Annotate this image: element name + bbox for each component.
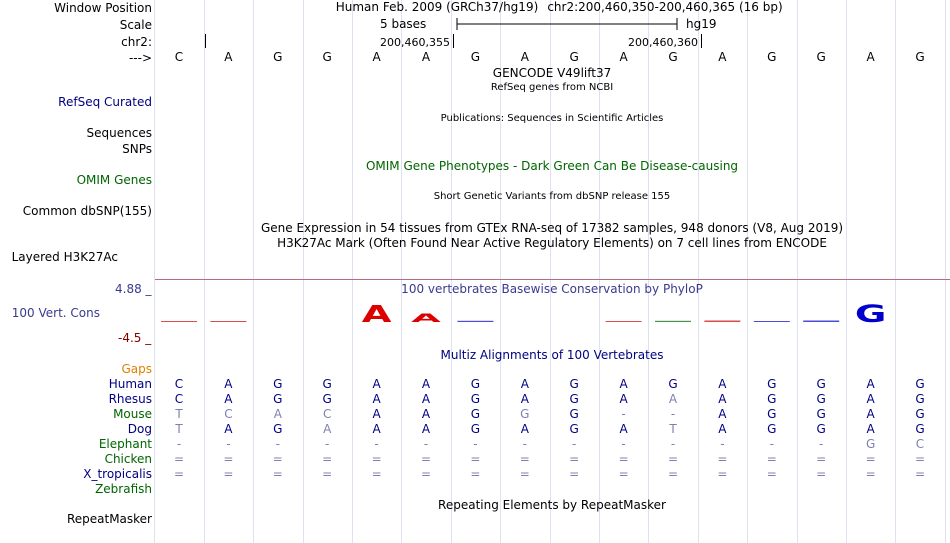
dbsnp-title: Short Genetic Variants from dbSNP release 155 (433, 191, 671, 202)
coord-left: 200,460,355 (380, 36, 450, 49)
alignment-base: G (767, 422, 777, 436)
alignment-base: = (569, 452, 580, 466)
alignment-base: G (520, 407, 530, 421)
grid-line (401, 0, 402, 543)
coord-right: 200,460,360 (628, 36, 698, 49)
alignment-base: A (372, 392, 381, 406)
alignment-base: = (420, 467, 432, 481)
publications-title: Publications: Sequences in Scientific Articles (440, 113, 664, 124)
alignment-base: A (520, 422, 529, 436)
grid-line (846, 0, 847, 543)
alignment-base: A (224, 377, 233, 391)
base-letter: G (273, 50, 283, 64)
repeatmasker-title: Repeating Elements by RepeatMasker (438, 498, 666, 512)
alignment-base: - (769, 437, 774, 451)
base-letter: G (668, 50, 678, 64)
alignment-base: A (619, 392, 628, 406)
strand-label: ---> (128, 51, 152, 65)
alignment-base: = (667, 452, 679, 466)
alignment-base: = (865, 452, 876, 466)
alignment-base: - (621, 437, 626, 451)
species-label-chicken: Chicken (104, 452, 152, 466)
alignment-base: = (519, 467, 530, 481)
grid-line (154, 0, 155, 543)
alignment-base: G (767, 392, 777, 406)
alignment-base: A (866, 407, 875, 421)
phylop-mark (803, 321, 839, 323)
phylop-min: -4.5 _ (118, 331, 152, 345)
alignment-base: = (470, 452, 481, 466)
alignment-base: A (421, 392, 431, 406)
alignment-base: G (470, 407, 481, 421)
alignment-base: G (915, 422, 925, 436)
alignment-base: = (470, 467, 481, 481)
alignment-base: A (866, 377, 875, 391)
grid-line (945, 0, 946, 543)
chr-label: chr2: (121, 35, 152, 49)
track-labels (0, 0, 154, 543)
alignment-base: G (915, 377, 925, 391)
alignment-base: G (322, 377, 332, 391)
base-letter: A (520, 50, 529, 64)
alignment-base: A (421, 407, 431, 421)
alignment-base: C (224, 407, 233, 421)
grid-line (303, 0, 304, 543)
alignment-base: = (272, 467, 283, 481)
alignment-base: G (273, 422, 283, 436)
track-separator (155, 279, 950, 280)
alignment-base: = (914, 452, 926, 466)
phylop-max: 4.88 _ (115, 282, 152, 296)
alignment-base: - (275, 437, 280, 451)
base-letter: C (174, 50, 184, 64)
alignment-base: A (421, 422, 431, 436)
alignment-base: = (173, 467, 185, 481)
grid-line (698, 0, 699, 543)
alignment-base: A (520, 377, 529, 391)
alignment-base: = (717, 452, 728, 466)
phylop-mark (655, 321, 691, 322)
alignment-base: G (569, 407, 579, 421)
alignment-base: T (175, 407, 183, 421)
omim-title: OMIM Gene Phenotypes - Dark Green Can Be Disease-causing (365, 159, 739, 173)
snps-track-label[interactable]: SNPs (122, 142, 152, 156)
phylop-mark (606, 321, 642, 322)
alignment-base: A (866, 422, 875, 436)
alignment-base: = (816, 452, 827, 466)
alignment-base: - (572, 437, 577, 451)
vert-cons-track-label[interactable]: 100 Vert. Cons (11, 306, 100, 320)
alignment-base: - (670, 437, 676, 451)
alignment-base: A (718, 407, 727, 421)
alignment-base: G (816, 377, 826, 391)
base-letter: G (569, 50, 579, 64)
coord-tick (701, 34, 702, 48)
alignment-base: G (816, 407, 826, 421)
alignment-base: G (816, 392, 826, 406)
alignment-base: = (914, 467, 926, 481)
grid-line (895, 0, 896, 543)
grid-line (797, 0, 798, 543)
alignment-base: A (273, 407, 282, 421)
gaps-label: Gaps (121, 362, 152, 376)
species-label-mouse: Mouse (113, 407, 152, 421)
alignment-base: = (371, 452, 382, 466)
phylop-mark (210, 321, 246, 322)
scale-db: hg19 (686, 17, 717, 31)
alignment-base: = (618, 452, 629, 466)
alignment-base: - (720, 437, 725, 451)
alignment-base: G (470, 377, 481, 391)
alignment-base: = (766, 467, 777, 481)
alignment-base: A (372, 407, 381, 421)
coord-tick (205, 34, 206, 48)
alignment-base: = (865, 467, 876, 481)
alignment-base: A (718, 377, 727, 391)
alignment-base: - (423, 437, 429, 451)
grid-line (352, 0, 353, 543)
alignment-base: G (569, 392, 579, 406)
base-letter: G (470, 50, 481, 64)
alignment-base: = (667, 467, 679, 481)
alignment-base: G (915, 392, 925, 406)
omim-track-label[interactable]: OMIM Genes (76, 173, 152, 187)
grid-line (747, 0, 748, 543)
base-letter: G (915, 50, 925, 64)
alignment-base: A (718, 392, 727, 406)
phylop-mark (161, 321, 197, 322)
alignment-base: - (226, 437, 231, 451)
alignment-base: = (618, 467, 629, 481)
alignment-base: = (173, 452, 185, 466)
scale-text: 5 bases (380, 17, 427, 31)
alignment-base: - (374, 437, 379, 451)
phylop-letter: A (411, 311, 441, 325)
base-letter: A (866, 50, 875, 64)
species-label-human: Human (108, 377, 152, 391)
window-position-label: Window Position (54, 1, 152, 15)
base-letter: G (767, 50, 777, 64)
alignment-base: = (272, 452, 283, 466)
species-label-zebrafish: Zebrafish (95, 482, 152, 496)
alignment-base: G (915, 407, 925, 421)
species-label-rhesus: Rhesus (108, 392, 152, 406)
grid-line (451, 0, 452, 543)
alignment-base: = (371, 467, 382, 481)
species-label-dog: Dog (127, 422, 152, 436)
alignment-base: = (322, 452, 333, 466)
phylop-mark (754, 321, 790, 322)
h3k27ac-track-label[interactable]: Layered H3K27Ac (11, 250, 118, 264)
alignment-base: G (273, 377, 283, 391)
base-letter: G (816, 50, 826, 64)
alignment-base: G (273, 392, 283, 406)
alignment-base: = (766, 452, 777, 466)
scale-bar (455, 16, 685, 32)
base-letter: A (619, 50, 628, 64)
alignment-base: A (668, 392, 678, 406)
scale-label: Scale (119, 18, 152, 32)
phylop-letter: G (854, 299, 887, 328)
h3k27ac-title: H3K27Ac Mark (Often Found Near Active Regulatory Elements) on 7 cell lines from ENCODE (277, 236, 827, 250)
base-letter: A (224, 50, 233, 64)
alignment-base: - (621, 407, 626, 421)
alignment-base: - (670, 407, 676, 421)
alignment-base: T (175, 422, 183, 436)
multiz-title: Multiz Alignments of 100 Vertebrates (440, 348, 664, 362)
alignment-base: - (176, 437, 182, 451)
phylop-letter: A (361, 301, 392, 328)
alignment-base: A (718, 422, 727, 436)
alignment-base: G (569, 422, 579, 436)
alignment-base: A (520, 392, 529, 406)
alignment-base: A (372, 422, 381, 436)
repeatmasker-track-label[interactable]: RepeatMasker (66, 512, 152, 526)
sequences-track-label[interactable]: Sequences (86, 126, 152, 140)
alignment-base: A (224, 422, 233, 436)
gencode-title[interactable]: GENCODE V49lift37 (492, 66, 612, 80)
alignment-base: T (669, 422, 677, 436)
alignment-base: A (323, 422, 332, 436)
alignment-base: - (473, 437, 478, 451)
alignment-base: G (668, 377, 678, 391)
species-label-x_tropicalis: X_tropicalis (83, 467, 152, 481)
alignment-base: C (915, 437, 925, 451)
alignment-base: - (522, 437, 527, 451)
alignment-base: C (174, 377, 184, 391)
alignment-base: = (569, 467, 580, 481)
alignment-base: - (819, 437, 824, 451)
base-letter: A (421, 50, 431, 64)
refseq-subtitle: RefSeq genes from NCBI (490, 82, 614, 93)
alignment-base: = (519, 452, 530, 466)
alignment-base: C (174, 392, 184, 406)
alignment-base: G (767, 377, 777, 391)
grid-line (648, 0, 649, 543)
alignment-base: = (223, 467, 234, 481)
alignment-base: = (816, 467, 827, 481)
alignment-base: A (619, 377, 628, 391)
alignment-base: G (470, 392, 481, 406)
phylop-logo (155, 290, 950, 335)
window-coordinates: chr2:200,460,350-200,460,365 (16 bp) (547, 0, 783, 14)
alignment-base: G (470, 422, 481, 436)
coord-tick (453, 34, 454, 48)
assembly-title: Human Feb. 2009 (GRCh37/hg19) (335, 0, 539, 14)
phylop-mark (457, 321, 493, 322)
grid-line (204, 0, 205, 543)
species-label-elephant: Elephant (98, 437, 152, 451)
base-letter: A (372, 50, 381, 64)
alignment-base: A (421, 377, 431, 391)
alignment-base: = (420, 452, 432, 466)
alignment-base: A (224, 392, 233, 406)
base-letter: G (322, 50, 332, 64)
dbsnp-track-label[interactable]: Common dbSNP(155) (22, 204, 152, 218)
alignment-base: G (865, 437, 876, 451)
alignment-base: C (322, 407, 332, 421)
alignment-base: = (322, 467, 333, 481)
alignment-base: = (223, 452, 234, 466)
phylop-title: 100 vertebrates Basewise Conservation by PhyloP (401, 282, 703, 296)
alignment-base: - (325, 437, 330, 451)
alignment-base: G (816, 422, 826, 436)
refseq-track-label[interactable]: RefSeq Curated (58, 95, 152, 109)
alignment-base: G (322, 392, 332, 406)
alignment-base: A (372, 377, 381, 391)
alignment-base: G (569, 377, 579, 391)
alignment-base: G (767, 407, 777, 421)
alignment-base: A (866, 392, 875, 406)
grid-line (253, 0, 254, 543)
alignment-base: = (717, 467, 728, 481)
gtex-title: Gene Expression in 54 tissues from GTEx RNA-seq of 17382 samples, 948 donors (V8, Aug 2019) (260, 221, 844, 235)
base-letter: A (718, 50, 727, 64)
phylop-mark (704, 321, 740, 323)
alignment-base: A (619, 422, 628, 436)
